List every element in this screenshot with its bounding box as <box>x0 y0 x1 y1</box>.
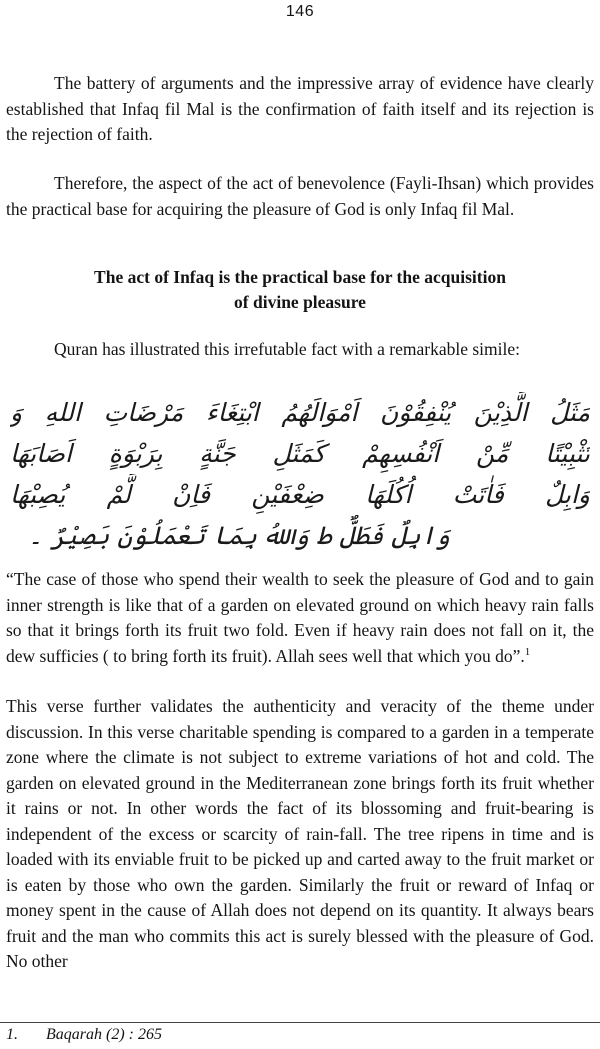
section-heading-line-1: The act of Infaq is the practical base for the acquisition <box>94 267 506 287</box>
verse-translation-text: “The case of those who spend their wealth to seek the pleasure of God and to gain inner strength is like that of a garden on elevated ground on which heavy rain falls so that it brings forth its fruit two fold. Even if heavy rain does not fall on it, the dew sufficies ( to bring forth its fruit). Allah sees well that which you do”. <box>6 569 594 666</box>
paragraph-arguments: The battery of arguments and the impressive array of evidence have clearly established that Infaq fil Mal is the confirmation of faith itself and its rejection is the rejection of faith. <box>6 73 594 144</box>
footnote-reference[interactable]: 1 <box>524 645 531 658</box>
page-number: 146 <box>285 3 315 20</box>
arabic-verse-line-2: تَثْبِيْتًا مِّنْ اَنْفُسِهِمْ كَمَثَلِ جَنَّةٍ بِرَبْوَةٍ اَصَابَهَا <box>10 439 590 468</box>
footnote-text: Baqarah (2) : 265 <box>46 1026 162 1043</box>
footnote-number: 1. <box>6 1026 18 1043</box>
verse-translation <box>6 567 594 669</box>
paragraph-quran-intro: Quran has illustrated this irrefutable fact with a remarkable simile: <box>54 339 521 359</box>
arabic-verse <box>10 392 590 556</box>
footnote-divider <box>0 1022 600 1023</box>
arabic-verse-line-4: وَابِلٌ فَطَلٌّ ط وَاللهُ بِمَا تَعْمَلُوْنَ بَصِيْرٌ ۔ <box>28 521 450 550</box>
footnote <box>6 1026 162 1044</box>
paragraph-commentary: This verse further validates the authenticity and veracity of the theme under discussion. In this verse charitable spending is compared to a garden in a temperate zone where the climate is not subject to extreme variations of hot and cold. The garden on elevated ground in the Mediterranean zone brings forth its fruit whether it rains or not. In other words the fact of its blossoming and fruit-bearing is independent of the excess or scarcity of rain-fall. The tree ripens in time and is loaded with its enviable fruit to be picked up and carted away to the fruit market or is eaten by those who own the garden. Similarly the fruit or reward of Infaq or money spent in the cause of Allah does not depend on its quantity. It always bears fruit and the man who commits this act is surely blessed with the pleasure of God. No other <box>6 696 594 971</box>
section-heading-line-2: of divine pleasure <box>234 292 366 312</box>
arabic-verse-line-3: وَابِلٌ فَاٰتَتْ اُكُلَهَا ضِعْفَيْنِ فَاِنْ لَّمْ يُصِبْهَا <box>10 480 590 509</box>
arabic-verse-line-1: مَثَلُ الَّذِيْنَ يُنْفِقُوْنَ اَمْوَالَهُمُ ابْتِغَاءَ مَرْضَاتِ اللهِ وَ <box>10 398 590 427</box>
section-heading <box>0 265 600 315</box>
paragraph-benevolence: Therefore, the aspect of the act of benevolence (Fayli-Ihsan) which provides the practical base for acquiring the pleasure of God is only Infaq fil Mal. <box>6 173 594 219</box>
